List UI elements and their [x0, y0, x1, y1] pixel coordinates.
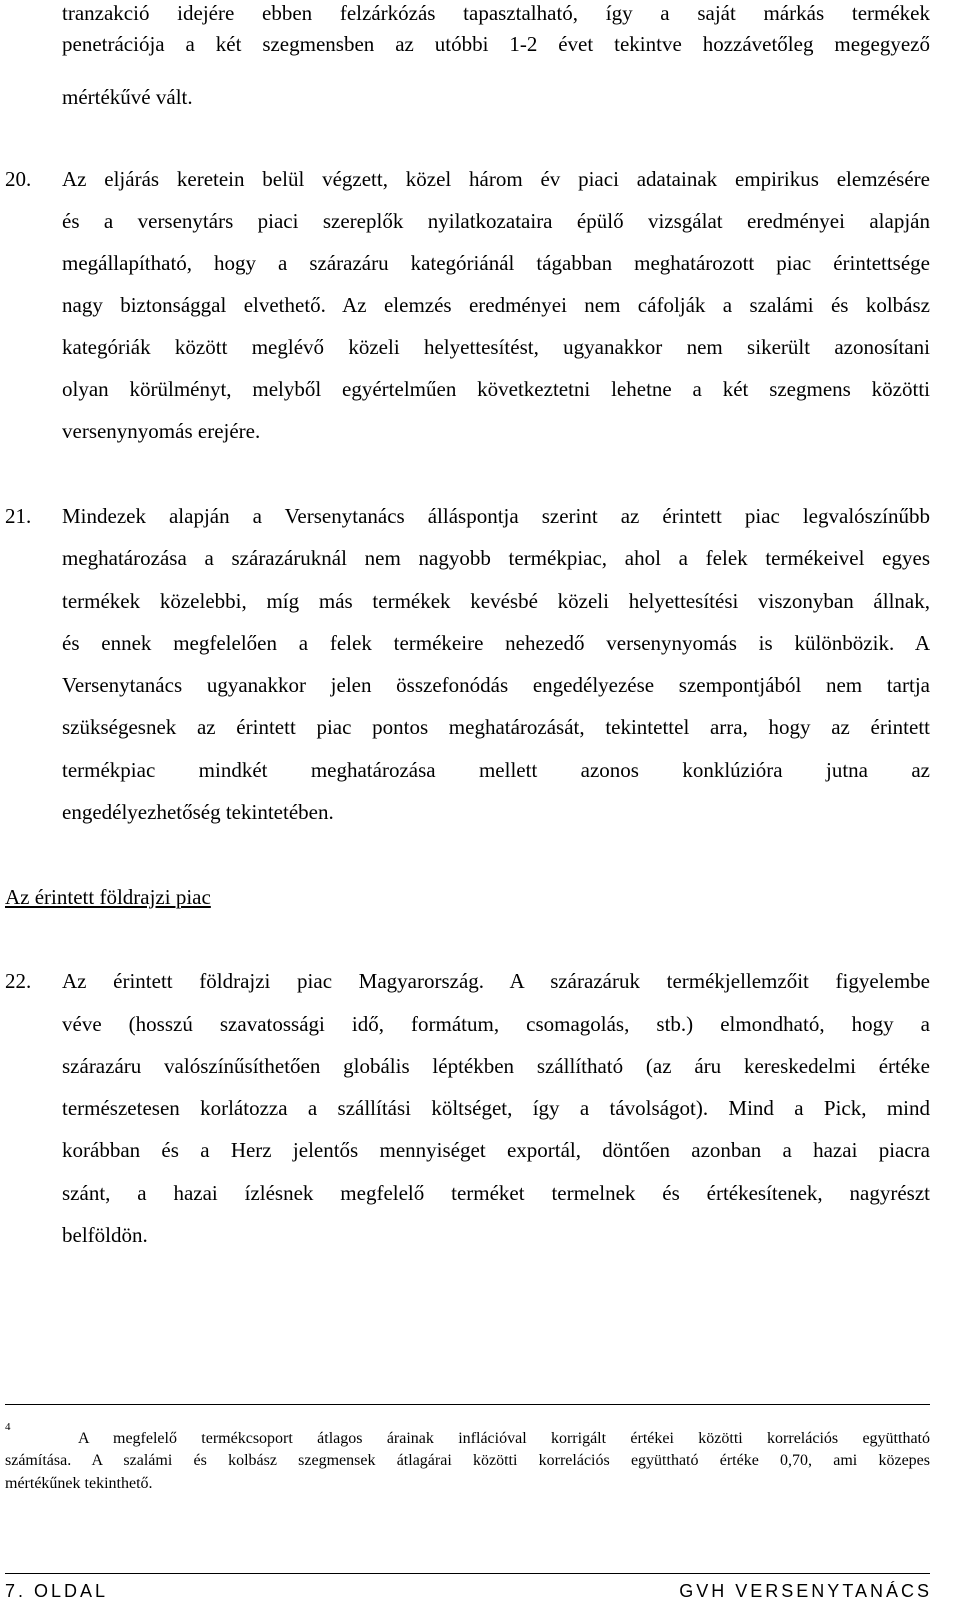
body-line: termékpiac mindkét meghatározása mellett azonos konklúzióra jutna az: [62, 758, 930, 782]
footnote-line: A megfelelő termékcsoport átlagos árainak inflációval korrigált értékei közötti korrelációs együttható: [78, 1430, 930, 1447]
footer-separator: [5, 1573, 930, 1574]
body-line: megállapítható, hogy a szárazáru kategóriánál tágabban meghatározott piac érintettsége: [62, 251, 930, 275]
body-line: korábban és a Herz jelentős mennyiséget exportál, döntően azonban a hazai piacra: [62, 1138, 930, 1162]
body-line: Versenytanács ugyanakkor jelen összefonódás engedélyezése szempontjából nem tartja: [62, 673, 930, 697]
section-heading: Az érintett földrajzi piac: [5, 885, 211, 909]
footer-organization: GVH VERSENYTANÁCS: [679, 1581, 932, 1601]
body-line: Az eljárás keretein belül végzett, közel három év piaci adatainak empirikus elemzésére: [62, 167, 930, 191]
body-line: szárazáru valószínűsíthetően globális léptékben szállítható (az áru kereskedelmi értéke: [62, 1054, 930, 1078]
body-line: szánt, a hazai ízlésnek megfelelő terméket termelnek és értékesítenek, nagyrészt: [62, 1181, 930, 1205]
body-line: termékek közelebbi, míg más termékek kevésbé közeli helyettesítési viszonyban állnak,: [62, 589, 930, 613]
paragraph-number: 22.: [5, 969, 32, 993]
body-line: penetrációja a két szegmensben az utóbbi 1-2 évet tekintve hozzávetőleg megegyező: [62, 32, 930, 56]
body-line: szükségesnek az érintett piac pontos meghatározását, tekintettel arra, hogy az érintett: [62, 715, 930, 739]
body-line: versenynyomás erejére.: [62, 419, 261, 443]
footnote-line: számítása. A szalámi és kolbász szegmensek átlagárai közötti korrelációs együttható értéke 0,70, ami közepes: [5, 1452, 930, 1469]
body-line: nagy biztonsággal elvethető. Az elemzés eredményei nem cáfolják a szalámi és kolbász: [62, 293, 930, 317]
body-line: kategóriák között meglévő közeli helyettesítést, ugyanakkor nem sikerült azonosítani: [62, 335, 930, 359]
body-line: Az érintett földrajzi piac Magyarország. A szárazáruk termékjellemzőit figyelembe: [62, 969, 930, 993]
body-line: tranzakció idejére ebben felzárkózás tapasztalható, így a saját márkás termékek: [62, 1, 930, 25]
body-line: Mindezek alapján a Versenytanács álláspontja szerint az érintett piac legvalószínűbb: [62, 504, 930, 528]
body-line: természetesen korlátozza a szállítási költséget, így a távolságot). Mind a Pick, mind: [62, 1096, 930, 1120]
body-line: engedélyezhetőség tekintetében.: [62, 800, 334, 824]
body-line: meghatározása a szárazáruknál nem nagyobb termékpiac, ahol a felek termékeivel egyes: [62, 546, 930, 570]
body-line: véve (hosszú szavatossági idő, formátum, csomagolás, stb.) elmondható, hogy a: [62, 1012, 930, 1036]
body-line: belföldön.: [62, 1223, 148, 1247]
body-line: mértékűvé vált.: [62, 85, 193, 109]
body-line: és ennek megfelelően a felek termékeire nehezedő versenynyomás is különbözik. A: [62, 631, 930, 655]
footnote-marker: 4: [5, 1421, 11, 1433]
paragraph-number: 21.: [5, 504, 32, 528]
page-number: 7. OLDAL: [5, 1581, 109, 1601]
body-line: olyan körülményt, melyből egyértelműen következtetni lehetne a két szegmens közötti: [62, 377, 930, 401]
body-line: és a versenytárs piaci szereplők nyilatkozataira épülő vizsgálat eredményei alapján: [62, 209, 930, 233]
footnote-line: mértékűnek tekinthető.: [5, 1475, 153, 1492]
footnote-separator: [5, 1404, 930, 1405]
paragraph-number: 20.: [5, 167, 32, 191]
